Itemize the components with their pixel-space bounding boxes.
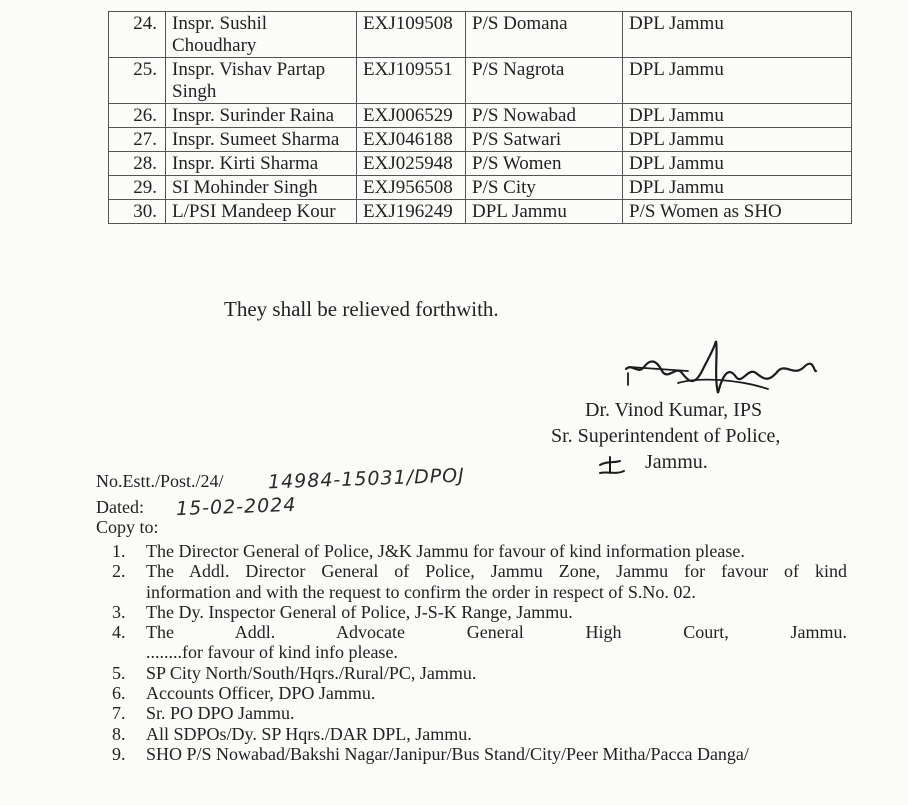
officer-name-cell: Inspr. Sushil Choudhary	[166, 12, 357, 58]
copy-list-number: 3.	[112, 601, 126, 622]
posted-from-cell: P/S Satwari	[466, 128, 623, 152]
copy-list-text	[146, 541, 847, 561]
posted-to-cell: DPL Jammu	[623, 128, 852, 152]
copy-list-item	[112, 703, 847, 723]
copy-list-number: 1.	[112, 541, 126, 561]
copy-list-line: The Addl. Advocate General High Court, Jammu.	[146, 622, 847, 643]
copy-list-text	[146, 622, 847, 663]
copy-list-text	[146, 663, 847, 683]
posted-from-cell: P/S Nagrota	[466, 58, 623, 104]
copy-list-text	[146, 602, 847, 622]
copy-list-line: ........for favour of kind info please.	[146, 642, 398, 663]
officer-name-cell: Inspr. Vishav Partap Singh	[166, 58, 357, 104]
handwritten-mark	[596, 455, 628, 481]
copy-list-line: The Director General of Police, J&K Jammu for favour of kind information please.	[146, 541, 745, 561]
copy-list	[112, 541, 847, 764]
copy-list-number: 2.	[112, 561, 126, 582]
copy-list-item	[112, 663, 847, 683]
signatory-place: Jammu.	[645, 451, 708, 473]
transfer-table-body	[109, 12, 852, 224]
copy-list-text	[146, 724, 847, 744]
posted-from-cell: P/S City	[466, 176, 623, 200]
date-handwritten: 15-02-2024	[175, 493, 297, 521]
copy-list-line: SHO P/S Nowabad/Bakshi Nagar/Janipur/Bus Stand/City/Peer Mitha/Pacca Danga/	[146, 743, 749, 764]
copy-list-text	[146, 683, 847, 703]
copy-to-label: Copy to:	[96, 517, 159, 537]
copy-list-item	[112, 744, 847, 764]
posted-to-cell: DPL Jammu	[623, 176, 852, 200]
copy-list-item	[112, 602, 847, 622]
posted-to-cell: DPL Jammu	[623, 58, 852, 104]
posted-from-cell: P/S Domana	[466, 12, 623, 58]
posted-to-cell: DPL Jammu	[623, 12, 852, 58]
reference-number-label: No.Estt./Post./24/	[96, 471, 224, 491]
serial-number-cell: 28.	[109, 152, 166, 176]
signatory-name: Dr. Vinod Kumar, IPS	[585, 399, 763, 421]
posted-from-cell: DPL Jammu	[466, 200, 623, 224]
employee-id-cell: EXJ196249	[357, 200, 466, 224]
officer-name-cell: SI Mohinder Singh	[166, 176, 357, 200]
copy-list-line: information and with the request to confirm the order in respect of S.No. 02.	[146, 581, 696, 602]
copy-list-line: Sr. PO DPO Jammu.	[146, 703, 295, 724]
posted-from-cell: P/S Women	[466, 152, 623, 176]
table-row	[109, 176, 852, 200]
table-row	[109, 12, 852, 58]
posted-to-cell: P/S Women as SHO	[623, 200, 852, 224]
copy-list-number: 5.	[112, 662, 126, 683]
reference-number-handwritten: 14984-15031/DPOJ	[267, 464, 466, 494]
copy-list-item	[112, 561, 847, 602]
copy-list-item	[112, 724, 847, 744]
employee-id-cell: EXJ109508	[357, 12, 466, 58]
posted-to-cell: DPL Jammu	[623, 152, 852, 176]
table-row	[109, 128, 852, 152]
officer-name-cell: Inspr. Kirti Sharma	[166, 152, 357, 176]
copy-list-number: 7.	[112, 703, 126, 724]
copy-list-text	[146, 703, 847, 723]
employee-id-cell: EXJ109551	[357, 58, 466, 104]
copy-list-number: 8.	[112, 723, 126, 744]
officer-name-cell: Inspr. Sumeet Sharma	[166, 128, 357, 152]
copy-list-line: Accounts Officer, DPO Jammu.	[146, 683, 376, 704]
serial-number-cell: 25.	[109, 58, 166, 104]
copy-list-number: 6.	[112, 683, 126, 704]
officer-name-cell: L/PSI Mandeep Kour	[166, 200, 357, 224]
copy-list-item	[112, 622, 847, 663]
transfer-table	[108, 11, 852, 224]
copy-list-line: The Dy. Inspector General of Police, J-S-K Range, Jammu.	[146, 601, 573, 622]
copy-list-text	[146, 744, 847, 764]
table-row	[109, 200, 852, 224]
employee-id-cell: EXJ025948	[357, 152, 466, 176]
employee-id-cell: EXJ006529	[357, 104, 466, 128]
table-row	[109, 104, 852, 128]
relieved-statement: They shall be relieved forthwith.	[224, 297, 499, 321]
copy-list-number: 4.	[112, 622, 126, 643]
copy-list-line: All SDPOs/Dy. SP Hqrs./DAR DPL, Jammu.	[146, 723, 472, 744]
employee-id-cell: EXJ046188	[357, 128, 466, 152]
copy-list-line: SP City North/South/Hqrs./Rural/PC, Jammu.	[146, 662, 477, 683]
signatory-designation: Sr. Superintendent of Police,	[551, 425, 781, 447]
serial-number-cell: 29.	[109, 176, 166, 200]
table-row	[109, 58, 852, 104]
date-label: Dated:	[96, 497, 144, 517]
copy-list-text	[146, 561, 847, 602]
posted-from-cell: P/S Nowabad	[466, 104, 623, 128]
serial-number-cell: 26.	[109, 104, 166, 128]
copy-list-item	[112, 541, 847, 561]
copy-list-line: The Addl. Director General of Police, Jammu Zone, Jammu for favour of kind	[146, 561, 847, 582]
serial-number-cell: 27.	[109, 128, 166, 152]
officer-name-cell: Inspr. Surinder Raina	[166, 104, 357, 128]
employee-id-cell: EXJ956508	[357, 176, 466, 200]
table-row	[109, 152, 852, 176]
copy-list-number: 9.	[112, 743, 126, 764]
copy-list-item	[112, 683, 847, 703]
posted-to-cell: DPL Jammu	[623, 104, 852, 128]
serial-number-cell: 24.	[109, 12, 166, 58]
serial-number-cell: 30.	[109, 200, 166, 224]
